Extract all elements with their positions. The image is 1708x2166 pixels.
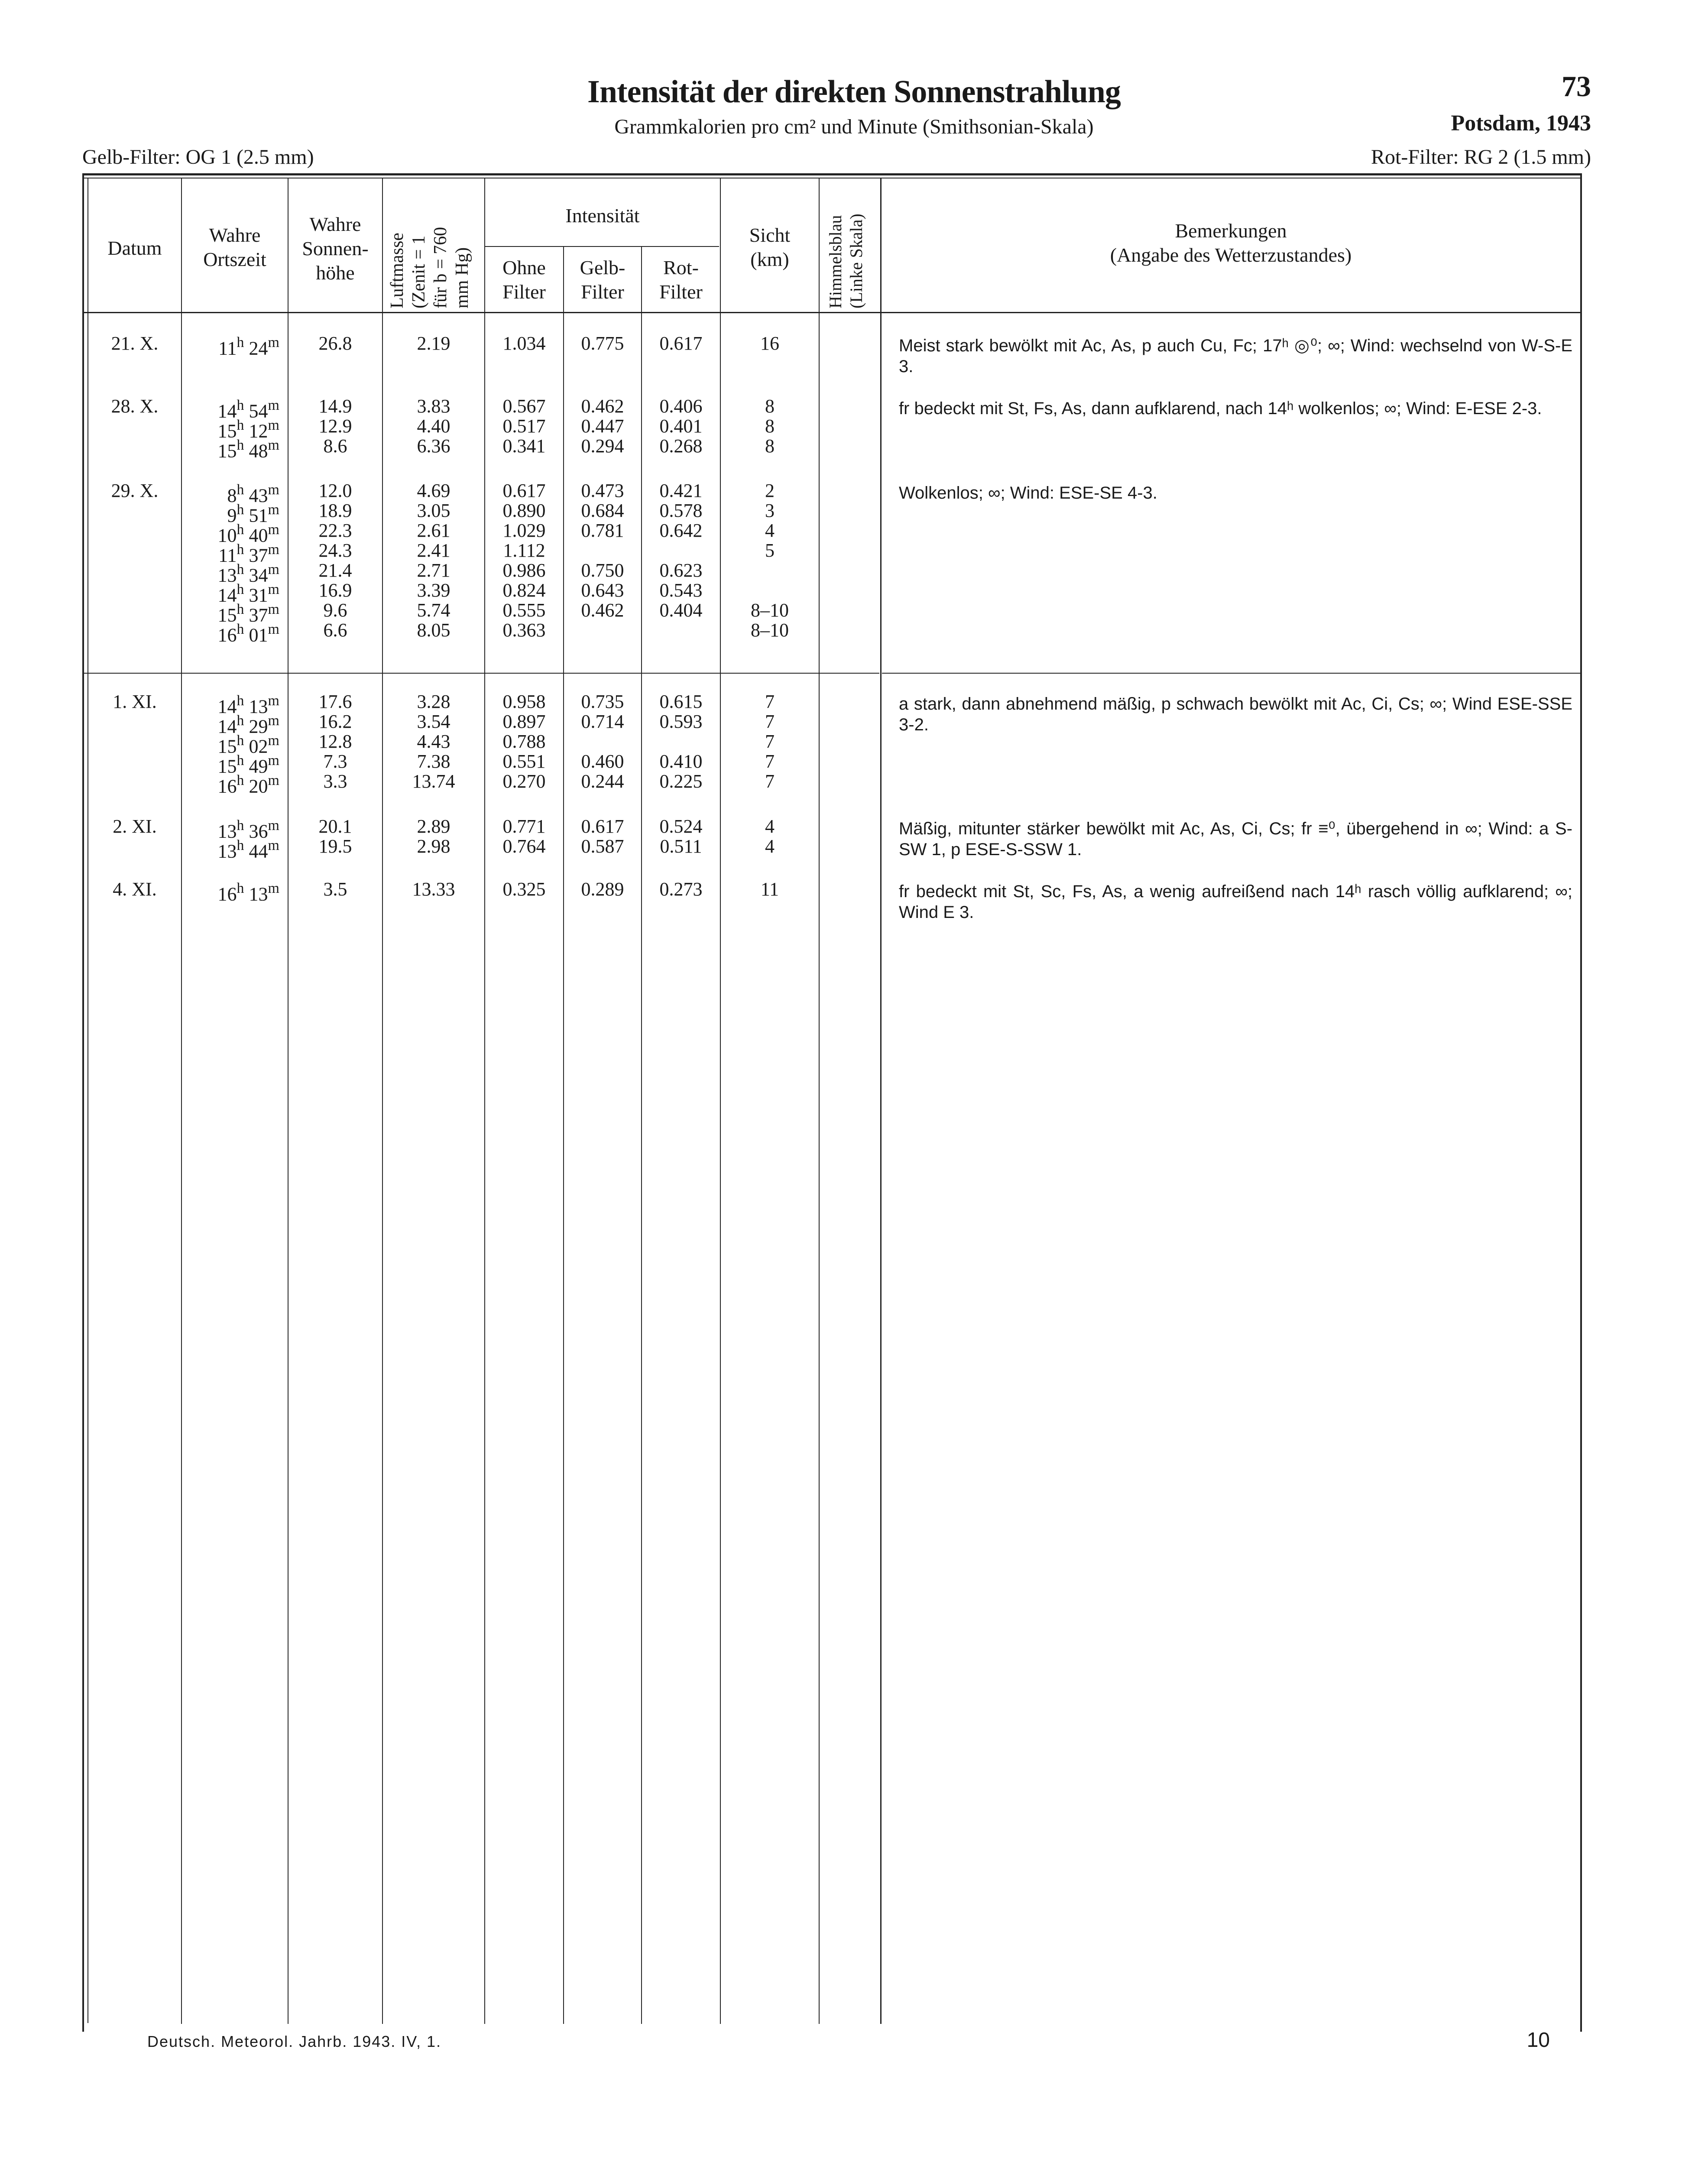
row-sicht: 11 xyxy=(760,879,779,900)
row-gelb-filter: 0.473 xyxy=(581,480,624,501)
time-minute: 12 xyxy=(244,420,268,442)
row-gelb-filter: 0.750 xyxy=(581,560,624,581)
header-himmelsblau: Himmelsblau (Linke Skala) xyxy=(826,214,866,308)
row-sonnenhoehe: 7.3 xyxy=(323,751,347,772)
row-sonnenhoehe: 18.9 xyxy=(318,500,352,521)
time-minute: 01 xyxy=(244,624,268,646)
row-sicht: 8 xyxy=(765,415,775,437)
row-gelb-filter: 0.244 xyxy=(581,771,624,792)
row-time xyxy=(193,837,279,862)
row-ohne-filter: 0.517 xyxy=(502,415,546,437)
row-rot-filter: 0.543 xyxy=(659,580,703,601)
hour-unit: h xyxy=(237,880,244,896)
time-minute: 31 xyxy=(244,584,268,606)
row-luftmasse: 3.05 xyxy=(417,500,450,521)
row-sonnenhoehe: 22.3 xyxy=(318,520,352,541)
hour-unit: h xyxy=(237,601,244,617)
row-date: 4. XI. xyxy=(113,879,157,900)
row-luftmasse: 13.33 xyxy=(412,879,455,900)
row-ohne-filter: 0.555 xyxy=(502,600,546,621)
minute-unit: m xyxy=(268,397,279,413)
time-hour: 14 xyxy=(217,716,237,737)
row-sicht: 4 xyxy=(765,836,775,857)
hour-unit: h xyxy=(237,581,244,597)
row-sicht: 8–10 xyxy=(751,600,789,621)
minute-unit: m xyxy=(268,621,279,637)
minute-unit: m xyxy=(268,817,279,833)
row-rot-filter: 0.421 xyxy=(659,480,703,501)
place-year: Potsdam, 1943 xyxy=(1451,111,1591,136)
page-subtitle: Grammkalorien pro cm² und Minute (Smithsonian-Skala) xyxy=(614,115,1094,138)
header-ohne-filter: Ohne Filter xyxy=(502,256,546,303)
row-luftmasse: 3.83 xyxy=(417,396,450,417)
row-ohne-filter: 0.551 xyxy=(502,751,546,772)
time-minute: 24 xyxy=(244,337,268,359)
time-minute: 54 xyxy=(244,400,268,422)
page-number: 73 xyxy=(1562,70,1591,103)
minute-unit: m xyxy=(268,581,279,597)
minute-unit: m xyxy=(268,437,279,453)
row-ohne-filter: 0.788 xyxy=(502,731,546,752)
hour-unit: h xyxy=(237,752,244,768)
time-hour: 10 xyxy=(217,525,237,546)
page-title: Intensität der direkten Sonnenstrahlung xyxy=(587,74,1121,110)
row-sicht: 7 xyxy=(765,731,775,752)
row-rot-filter: 0.406 xyxy=(659,396,703,417)
row-date: 28. X. xyxy=(111,396,159,417)
row-rot-filter: 0.511 xyxy=(660,836,702,857)
time-hour: 8 xyxy=(227,485,237,506)
row-date: 29. X. xyxy=(111,480,159,501)
hour-unit: h xyxy=(237,437,244,453)
row-ohne-filter: 0.958 xyxy=(502,691,546,712)
row-rot-filter: 0.623 xyxy=(659,560,703,581)
time-hour: 14 xyxy=(217,400,237,422)
time-minute: 51 xyxy=(244,505,268,526)
row-sonnenhoehe: 12.9 xyxy=(318,415,352,437)
hour-unit: h xyxy=(237,621,244,637)
minute-unit: m xyxy=(268,482,279,498)
group-separator-rule xyxy=(82,673,879,674)
row-luftmasse: 7.38 xyxy=(417,751,450,772)
row-luftmasse: 2.71 xyxy=(417,560,450,581)
row-time xyxy=(193,620,279,645)
time-hour: 16 xyxy=(217,775,237,797)
row-rot-filter: 0.524 xyxy=(659,816,703,837)
minute-unit: m xyxy=(268,713,279,729)
row-luftmasse: 2.19 xyxy=(417,333,450,354)
hour-unit: h xyxy=(237,542,244,558)
row-luftmasse: 2.61 xyxy=(417,520,450,541)
table-left-border xyxy=(82,173,84,2032)
row-remark: fr bedeckt mit St, Sc, Fs, As, a wenig aufreißend nach 14ʰ rasch völlig aufklarend; ∞; Wind E 3. xyxy=(899,882,1572,922)
header-sonnenhoehe: Wahre Sonnen- höhe xyxy=(302,213,369,284)
row-luftmasse: 2.89 xyxy=(417,816,450,837)
intensity-subheader-rule xyxy=(485,246,719,247)
hour-unit: h xyxy=(237,817,244,833)
minute-unit: m xyxy=(268,880,279,896)
row-date: 1. XI. xyxy=(113,691,157,712)
row-remark: fr bedeckt mit St, Fs, As, dann aufklarend, nach 14ʰ wolkenlos; ∞; Wind: E-ESE 2-3. xyxy=(899,399,1542,418)
footer-sheet-number: 10 xyxy=(1527,2029,1550,2052)
row-rot-filter: 0.410 xyxy=(659,751,703,772)
minute-unit: m xyxy=(268,561,279,577)
time-hour: 13 xyxy=(217,820,237,842)
row-luftmasse: 3.39 xyxy=(417,580,450,601)
row-remark: Meist stark bewölkt mit Ac, As, p auch Cu, Fc; 17ʰ ◎⁰; ∞; Wind: wechselnd von W-S-E 3. xyxy=(899,336,1572,376)
row-sicht: 7 xyxy=(765,751,775,772)
time-hour: 16 xyxy=(217,883,237,905)
time-minute: 49 xyxy=(244,756,268,777)
row-gelb-filter: 0.289 xyxy=(581,879,624,900)
row-sicht: 3 xyxy=(765,500,775,521)
row-rot-filter: 0.273 xyxy=(659,879,703,900)
col-rule-ortszeit xyxy=(181,178,182,2024)
yellow-filter-note: Gelb-Filter: OG 1 (2.5 mm) xyxy=(82,146,314,169)
row-sicht: 4 xyxy=(765,816,775,837)
row-ohne-filter: 1.029 xyxy=(502,520,546,541)
time-minute: 40 xyxy=(244,525,268,546)
hour-unit: h xyxy=(237,733,244,749)
row-luftmasse: 5.74 xyxy=(417,600,450,621)
hour-unit: h xyxy=(237,561,244,577)
row-gelb-filter: 0.714 xyxy=(581,711,624,732)
hour-unit: h xyxy=(237,397,244,413)
row-ohne-filter: 0.341 xyxy=(502,435,546,457)
minute-unit: m xyxy=(268,334,279,350)
time-hour: 15 xyxy=(217,756,237,777)
row-ohne-filter: 0.270 xyxy=(502,771,546,792)
row-ohne-filter: 0.325 xyxy=(502,879,546,900)
row-sicht: 4 xyxy=(765,520,775,541)
row-luftmasse: 4.40 xyxy=(417,415,450,437)
header-luftmasse: Luftmasse (Zenit = 1 für b = 760 mm Hg) xyxy=(387,227,472,308)
col-rule-himmelsblau xyxy=(819,178,820,2024)
minute-unit: m xyxy=(268,601,279,617)
row-sonnenhoehe: 6.6 xyxy=(323,619,347,641)
row-time xyxy=(193,436,279,461)
minute-unit: m xyxy=(268,502,279,518)
row-luftmasse: 3.54 xyxy=(417,711,450,732)
hour-unit: h xyxy=(237,522,244,538)
time-minute: 34 xyxy=(244,564,268,586)
row-gelb-filter: 0.775 xyxy=(581,333,624,354)
row-remark: Mäßig, mitunter stärker bewölkt mit Ac, As, Ci, Cs; fr ≡⁰, übergehend in ∞; Wind: a S-SW 1, p ESE-S-SSW 1. xyxy=(899,819,1572,859)
table-right-border xyxy=(1580,173,1582,2032)
hour-unit: h xyxy=(237,713,244,729)
row-luftmasse: 2.41 xyxy=(417,540,450,561)
row-gelb-filter: 0.643 xyxy=(581,580,624,601)
row-luftmasse: 2.98 xyxy=(417,836,450,857)
hour-unit: h xyxy=(237,334,244,350)
row-sonnenhoehe: 3.5 xyxy=(323,879,347,900)
row-luftmasse: 3.28 xyxy=(417,691,450,712)
time-minute: 48 xyxy=(244,440,268,462)
row-sicht: 16 xyxy=(760,333,779,354)
row-rot-filter: 0.225 xyxy=(659,771,703,792)
row-sonnenhoehe: 12.8 xyxy=(318,731,352,752)
row-time xyxy=(193,879,279,905)
row-sicht: 7 xyxy=(765,771,775,792)
row-luftmasse: 4.43 xyxy=(417,731,450,752)
row-gelb-filter: 0.294 xyxy=(581,435,624,457)
row-rot-filter: 0.617 xyxy=(659,333,703,354)
row-gelb-filter: 0.462 xyxy=(581,600,624,621)
time-hour: 14 xyxy=(217,696,237,717)
header-datum: Datum xyxy=(107,237,162,259)
time-hour: 9 xyxy=(227,505,237,526)
hour-unit: h xyxy=(237,772,244,788)
minute-unit: m xyxy=(268,693,279,709)
row-sicht: 7 xyxy=(765,691,775,712)
row-sonnenhoehe: 24.3 xyxy=(318,540,352,561)
row-sicht: 2 xyxy=(765,480,775,501)
row-sicht: 7 xyxy=(765,711,775,732)
row-sonnenhoehe: 20.1 xyxy=(318,816,352,837)
row-gelb-filter: 0.462 xyxy=(581,396,624,417)
row-sonnenhoehe: 9.6 xyxy=(323,600,347,621)
row-ohne-filter: 1.112 xyxy=(503,540,545,561)
row-luftmasse: 8.05 xyxy=(417,619,450,641)
row-gelb-filter: 0.735 xyxy=(581,691,624,712)
minute-unit: m xyxy=(268,417,279,433)
row-remark: a stark, dann abnehmend mäßig, p schwach bewölkt mit Ac, Ci, Cs; ∞; Wind ESE-SSE 3-2. xyxy=(899,694,1572,734)
row-sonnenhoehe: 8.6 xyxy=(323,435,347,457)
row-sicht: 8 xyxy=(765,396,775,417)
footer-source: Deutsch. Meteorol. Jahrb. 1943. IV, 1. xyxy=(147,2033,442,2050)
row-sicht: 8 xyxy=(765,435,775,457)
time-minute: 36 xyxy=(244,820,268,842)
row-ohne-filter: 0.764 xyxy=(502,836,546,857)
row-sicht: 8–10 xyxy=(751,619,789,641)
row-luftmasse: 13.74 xyxy=(412,771,455,792)
row-sonnenhoehe: 26.8 xyxy=(318,333,352,354)
row-time xyxy=(193,772,279,797)
time-hour: 15 xyxy=(217,420,237,442)
col-rule-bemerkungen xyxy=(880,178,882,2024)
header-bemerkungen: Bemerkungen (Angabe des Wetterzustandes) xyxy=(1110,220,1352,266)
minute-unit: m xyxy=(268,772,279,788)
row-sonnenhoehe: 16.2 xyxy=(318,711,352,732)
row-ohne-filter: 0.363 xyxy=(502,619,546,641)
header-sicht: Sicht (km) xyxy=(749,224,791,270)
header-bottom-rule xyxy=(82,312,1581,313)
time-minute: 43 xyxy=(244,485,268,506)
header-rot-filter: Rot- Filter xyxy=(659,256,703,303)
minute-unit: m xyxy=(268,522,279,538)
time-minute: 37 xyxy=(244,545,268,566)
row-sonnenhoehe: 16.9 xyxy=(318,580,352,601)
time-hour: 15 xyxy=(217,440,237,462)
row-sonnenhoehe: 17.6 xyxy=(318,691,352,712)
time-hour: 15 xyxy=(217,736,237,757)
row-gelb-filter: 0.617 xyxy=(581,816,624,837)
time-minute: 37 xyxy=(244,604,268,626)
minute-unit: m xyxy=(268,837,279,853)
time-hour: 13 xyxy=(217,840,237,862)
row-sonnenhoehe: 21.4 xyxy=(318,560,352,581)
row-rot-filter: 0.642 xyxy=(659,520,703,541)
time-hour: 11 xyxy=(218,545,237,566)
row-sonnenhoehe: 19.5 xyxy=(318,836,352,857)
time-hour: 15 xyxy=(217,604,237,626)
row-rot-filter: 0.578 xyxy=(659,500,703,521)
row-ohne-filter: 0.824 xyxy=(502,580,546,601)
row-rot-filter: 0.268 xyxy=(659,435,703,457)
hour-unit: h xyxy=(237,502,244,518)
row-ohne-filter: 0.617 xyxy=(502,480,546,501)
row-time xyxy=(193,334,279,359)
row-ohne-filter: 1.034 xyxy=(502,333,546,354)
header-intensitaet: Intensität xyxy=(565,204,640,227)
row-luftmasse: 4.69 xyxy=(417,480,450,501)
row-ohne-filter: 0.771 xyxy=(502,816,546,837)
row-rot-filter: 0.401 xyxy=(659,415,703,437)
time-minute: 20 xyxy=(244,775,268,797)
minute-unit: m xyxy=(268,542,279,558)
row-ohne-filter: 0.986 xyxy=(502,560,546,581)
hour-unit: h xyxy=(237,417,244,433)
row-gelb-filter: 0.447 xyxy=(581,415,624,437)
time-hour: 16 xyxy=(217,624,237,646)
row-sonnenhoehe: 3.3 xyxy=(323,771,347,792)
table-top-rule xyxy=(82,173,1581,175)
time-minute: 02 xyxy=(244,736,268,757)
row-gelb-filter: 0.781 xyxy=(581,520,624,541)
hour-unit: h xyxy=(237,693,244,709)
row-sonnenhoehe: 12.0 xyxy=(318,480,352,501)
row-date: 21. X. xyxy=(111,333,159,354)
row-remark: Wolkenlos; ∞; Wind: ESE-SE 4-3. xyxy=(899,483,1157,503)
header-gelb-filter: Gelb- Filter xyxy=(580,256,626,303)
minute-unit: m xyxy=(268,733,279,749)
minute-unit: m xyxy=(268,752,279,768)
row-sicht: 5 xyxy=(765,540,775,561)
row-gelb-filter: 0.460 xyxy=(581,751,624,772)
red-filter-note: Rot-Filter: RG 2 (1.5 mm) xyxy=(1371,146,1591,169)
time-hour: 11 xyxy=(218,337,237,359)
time-hour: 13 xyxy=(217,564,237,586)
time-minute: 29 xyxy=(244,716,268,737)
time-minute: 13 xyxy=(244,883,268,905)
time-minute: 13 xyxy=(244,696,268,717)
row-date: 2. XI. xyxy=(113,816,157,837)
hour-unit: h xyxy=(237,482,244,498)
row-rot-filter: 0.593 xyxy=(659,711,703,732)
header-ortszeit: Wahre Ortszeit xyxy=(203,224,266,270)
remark-separator-rule xyxy=(882,673,1581,674)
row-rot-filter: 0.615 xyxy=(659,691,703,712)
time-minute: 44 xyxy=(244,840,268,862)
row-ohne-filter: 0.897 xyxy=(502,711,546,732)
row-gelb-filter: 0.587 xyxy=(581,836,624,857)
row-sonnenhoehe: 14.9 xyxy=(318,396,352,417)
row-gelb-filter: 0.684 xyxy=(581,500,624,521)
row-ohne-filter: 0.567 xyxy=(502,396,546,417)
row-luftmasse: 6.36 xyxy=(417,435,450,457)
row-ohne-filter: 0.890 xyxy=(502,500,546,521)
row-rot-filter: 0.404 xyxy=(659,600,703,621)
time-hour: 14 xyxy=(217,584,237,606)
hour-unit: h xyxy=(237,837,244,853)
